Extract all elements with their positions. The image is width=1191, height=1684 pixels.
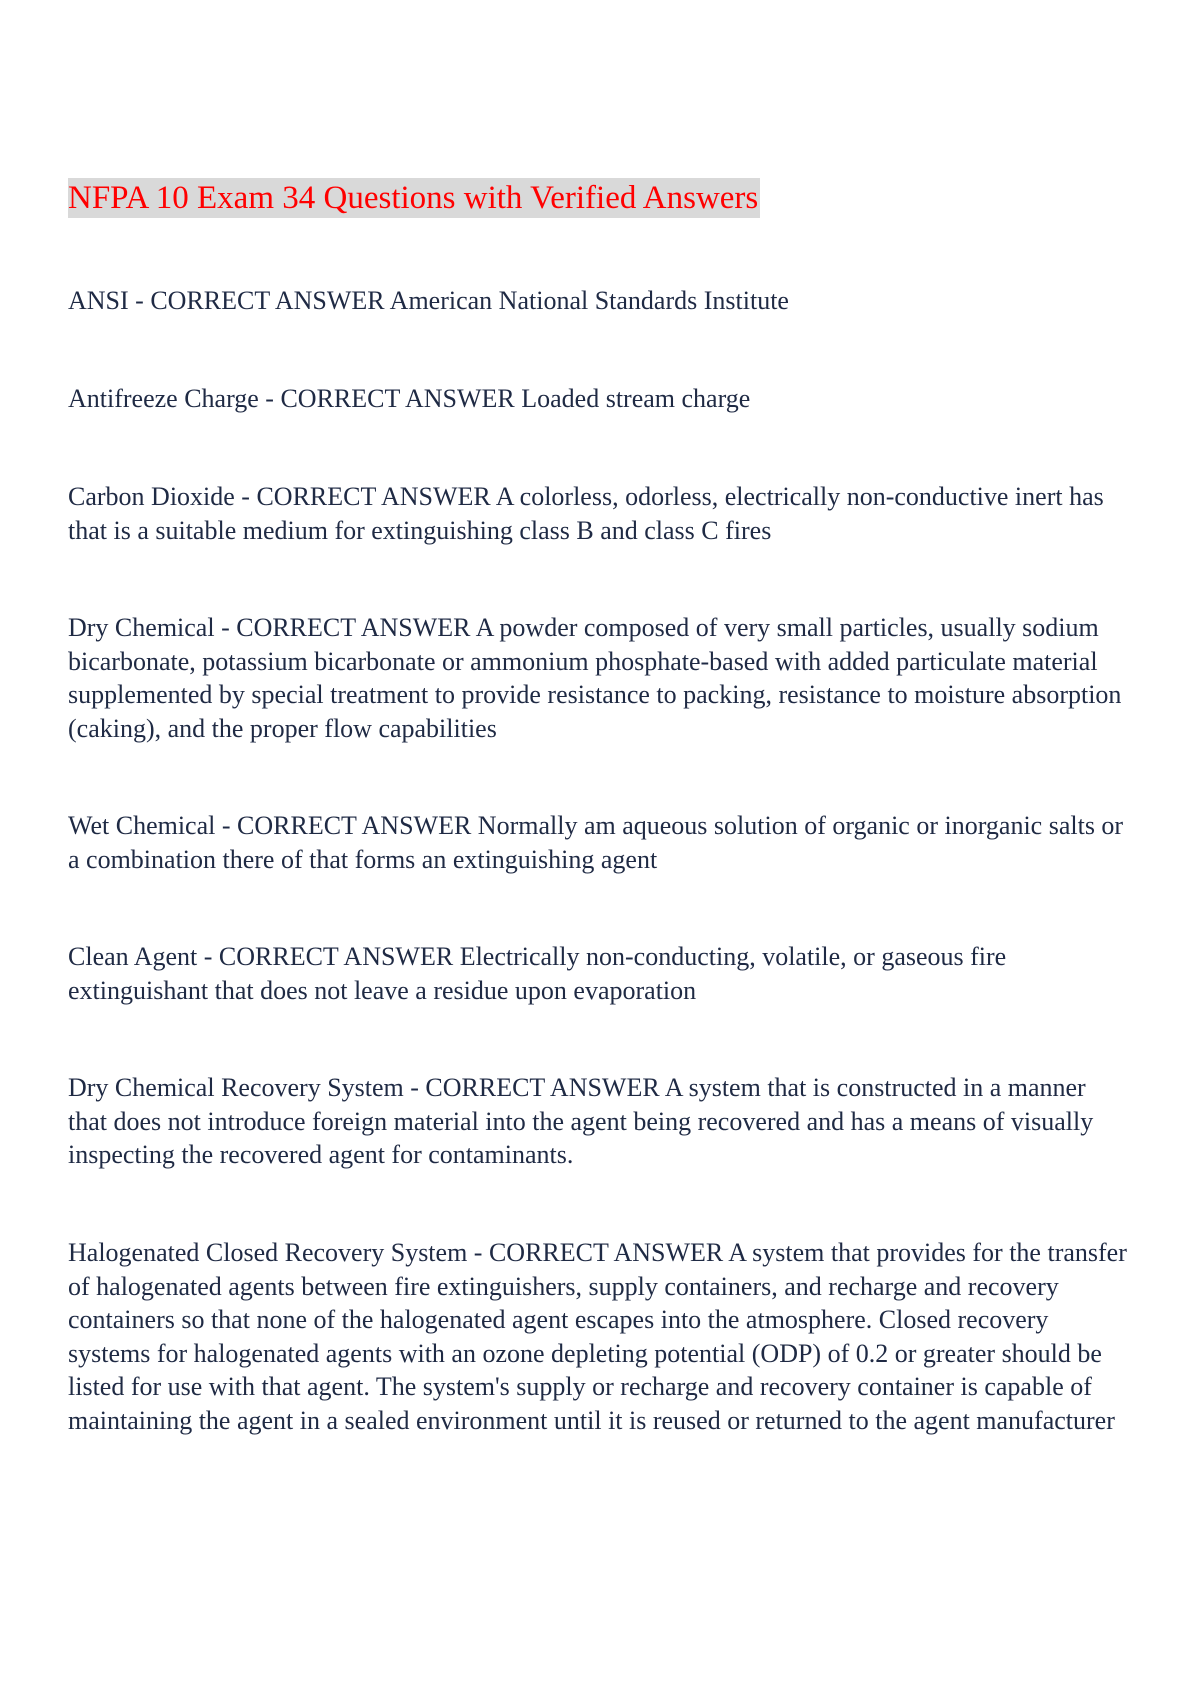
qa-entry-antifreeze-charge: Antifreeze Charge - CORRECT ANSWER Loaded stream charge [68,384,751,413]
qa-entry-ansi: ANSI - CORRECT ANSWER American National Standards Institute [68,286,789,315]
qa-entry-halogenated-closed-recovery-system: Halogenated Closed Recovery System - CORRECT ANSWER A system that provides for the transfer of halogenated agents between fire extinguishers, supply containers, and recharge and recovery containers so that none of the halogenated agent escapes into the atmosphere. Closed recovery systems for halogenated agents with an ozone depleting potential (ODP) of 0.2 or greater should be listed for use with that agent. The system's supply or recharge and recovery container is capable of maintaining the agent in a sealed environment until it is reused or returned to the agent manufacturer [68,1238,1127,1435]
document-title: NFPA 10 Exam 34 Questions with Verified Answers [68,180,759,216]
qa-entry-carbon-dioxide: Carbon Dioxide - CORRECT ANSWER A colorless, odorless, electrically non-conductive inert has that is a suitable medium for extinguishing class B and class C fires [68,482,1104,545]
qa-entry-dry-chemical-recovery-system: Dry Chemical Recovery System - CORRECT ANSWER A system that is constructed in a manner that does not introduce foreign material into the agent being recovered and has a means of visually inspecting the recovered agent for contaminants. [68,1073,1094,1169]
qa-entry-wet-chemical: Wet Chemical - CORRECT ANSWER Normally am aqueous solution of organic or inorganic salts or a combination there of that forms an extinguishing agent [68,811,1124,874]
qa-entry-clean-agent: Clean Agent - CORRECT ANSWER Electrically non-conducting, volatile, or gaseous fire extinguishant that does not leave a residue upon evaporation [68,942,1007,1005]
qa-entry-dry-chemical: Dry Chemical - CORRECT ANSWER A powder composed of very small particles, usually sodium bicarbonate, potassium bicarbonate or ammonium phosphate-based with added particulate material supplemented by special treatment to provide resistance to packing, resistance to moisture absorption (caking), and the proper flow capabilities [68,613,1122,743]
